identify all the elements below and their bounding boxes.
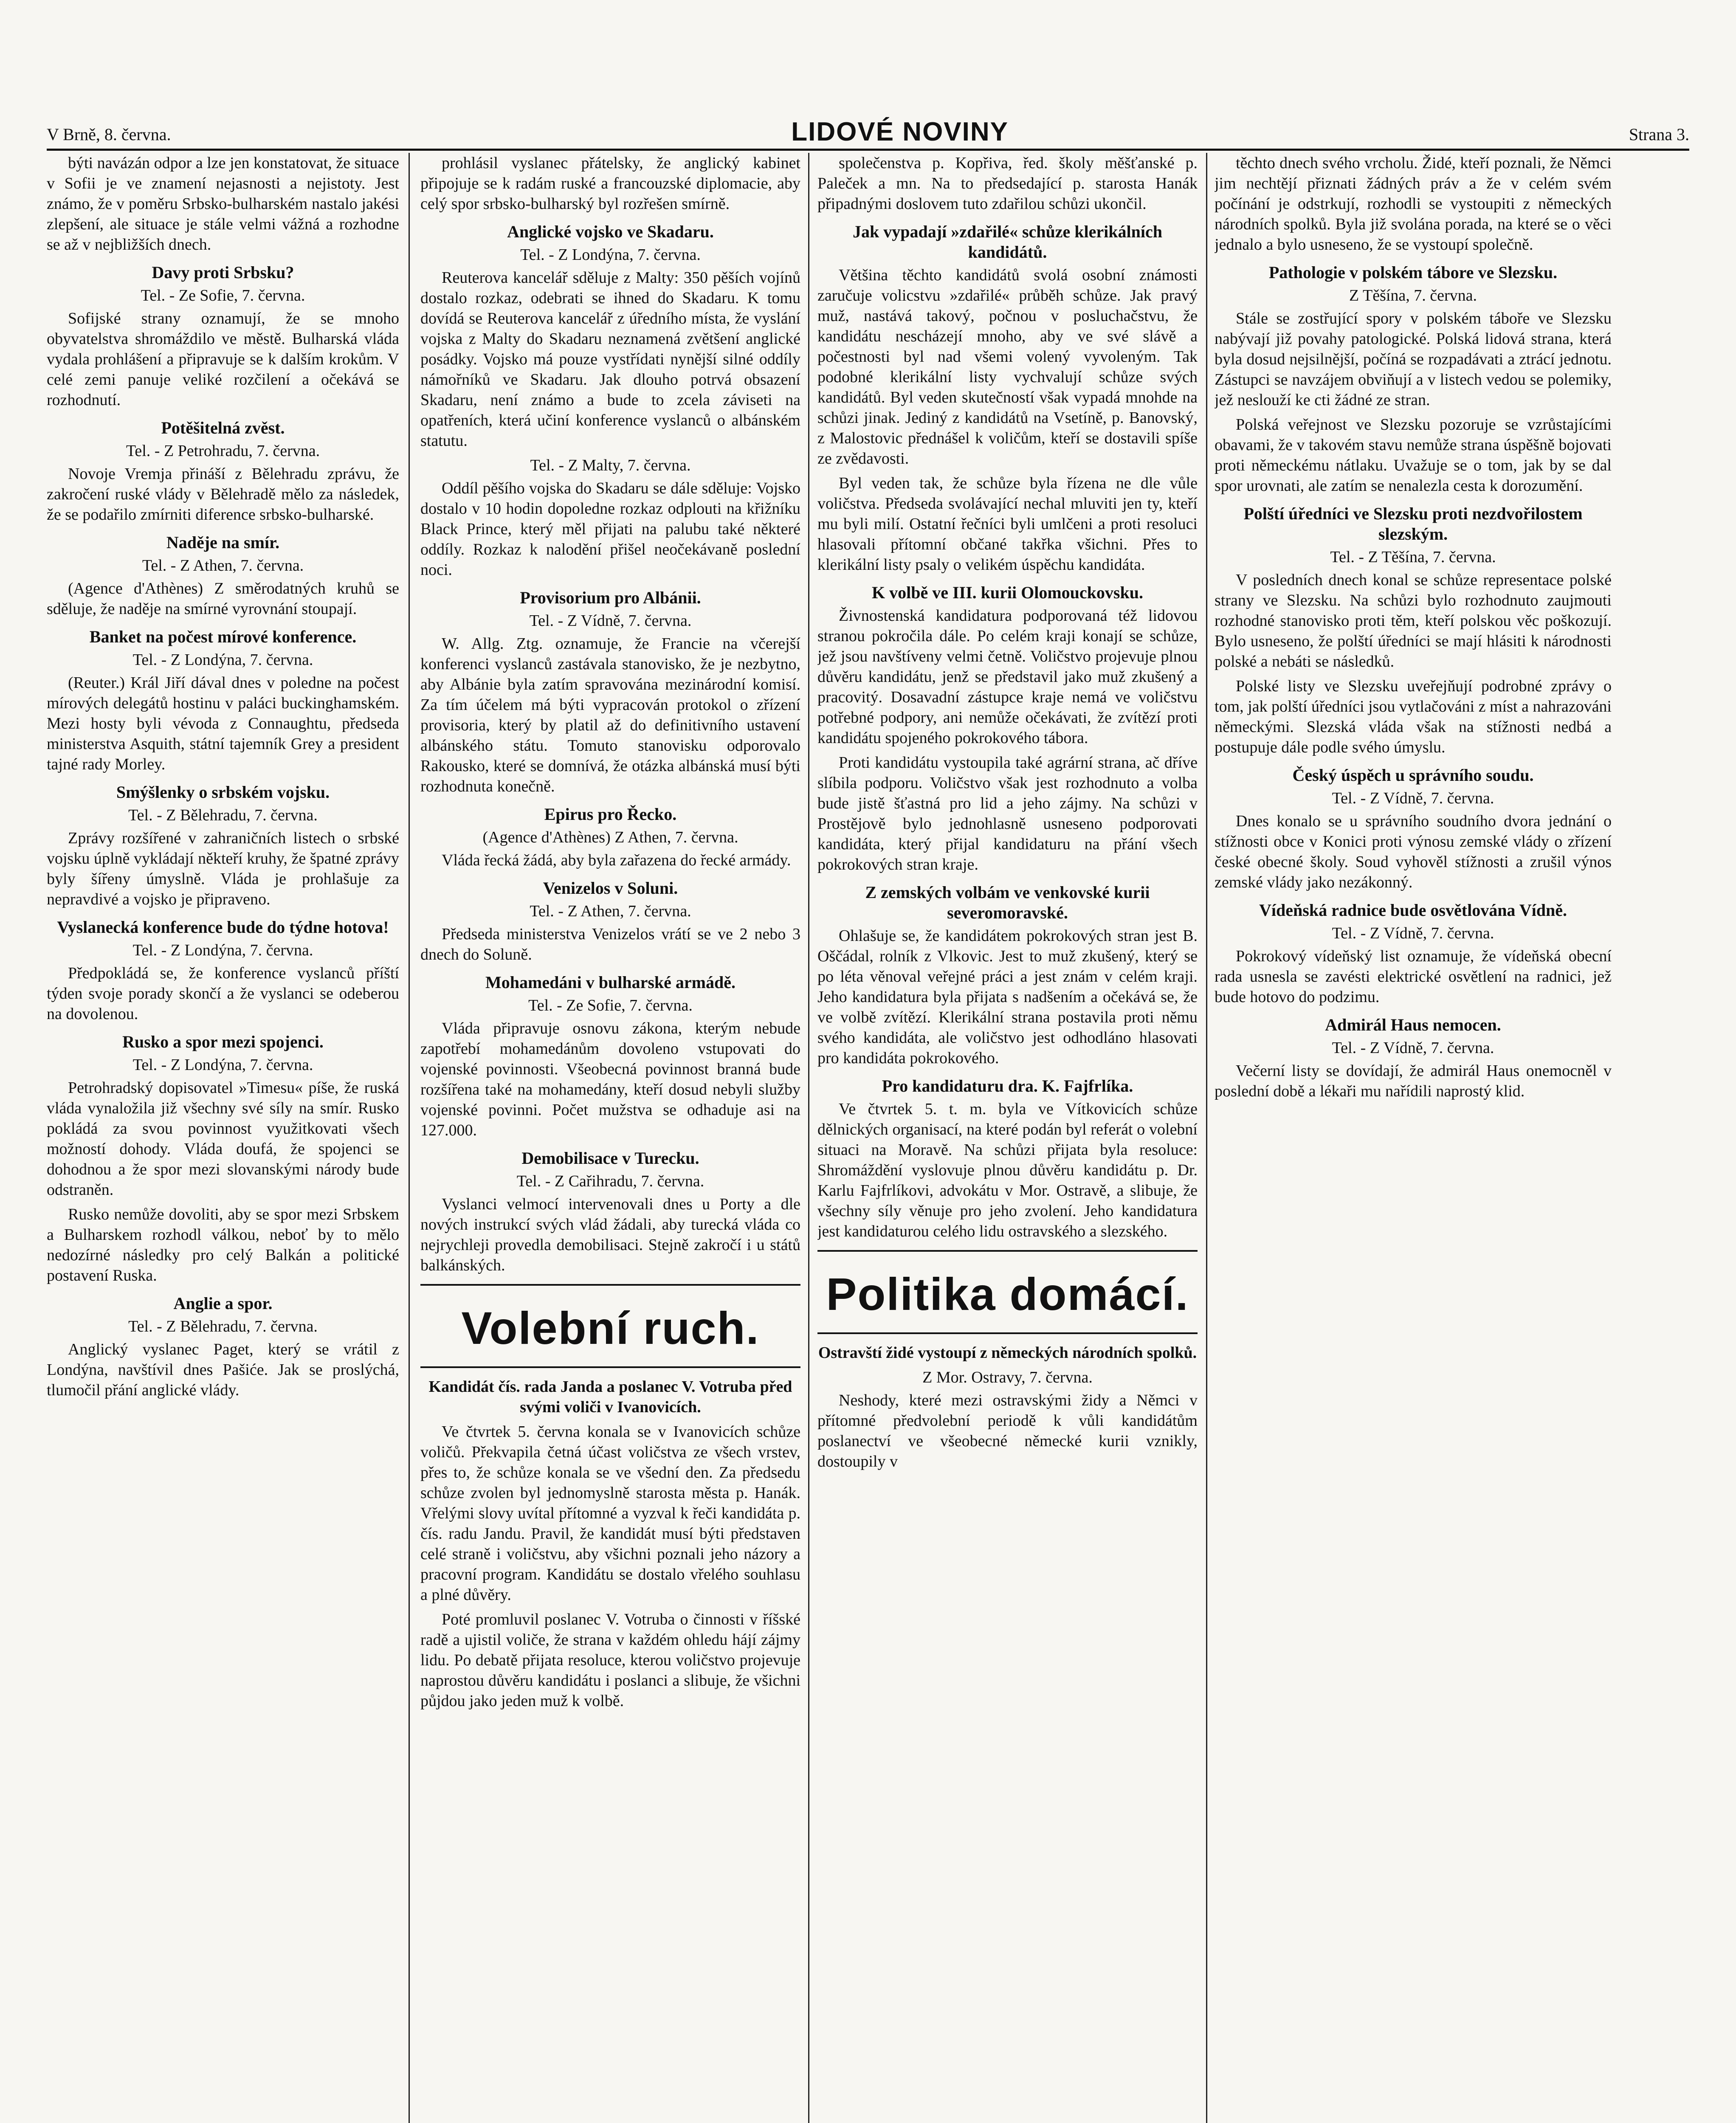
dateline: Tel. - Z Londýna, 7. června. <box>132 1056 313 1074</box>
article-headline: Potěšitelná zvěst. <box>161 418 285 437</box>
article-headline: Epirus pro Řecko. <box>544 805 677 824</box>
article-headline: Smýšlenky o srbském vojsku. <box>116 783 330 802</box>
dateline: Tel. - Z Vídně, 7. června. <box>529 612 692 630</box>
article-text: Pokrokový vídeňský list oznamuje, že vídeňská obecní rada usnesla se zavésti elektrické osvětlení na radnici, jež bude hotovo do podzimu. <box>1215 947 1612 1006</box>
article-text: Vláda připravuje osnovu zákona, kterým nebude zapotřebí mohamedánům dovoleno vstupovati do vojenské povinnosti. Všeobecná povinnost branná bude rozšířena také na mohamedány, kteří dosud nebyli služby vojenské povinni. Počet mužstva se odhaduje asi na 127.000. <box>420 1019 800 1139</box>
article-text: Anglický vyslanec Paget, který se vrátil z Londýna, navštívil dnes Pašiće. Jak se proslýchá, tlumočil přání anglické vlády. <box>47 1340 399 1399</box>
article-headline: Pathologie v polském tábore ve Slezsku. <box>1268 263 1558 282</box>
article-text: W. Allg. Ztg. oznamuje, že Francie na včerejší konferenci vyslanců zastávala stanovisko, že je nezbytno, aby Albánie byla zatím spravována mezinárodní komisí. Za tím účelem má býti vypracován protokol o zřízení provisoria, který by platil až do definitivního ustavení albánského státu. Tomuto stanovisku odporovalo Rakousko, které se domnívá, že otázka albánská musí býti rozhodnuta konečně. <box>420 635 800 795</box>
article-text: Předseda ministerstva Venizelos vrátí se ve 2 nebo 3 dnech do Soluně. <box>420 925 800 963</box>
article-text: býti navázán odpor a lze jen konstatovat, že situace v Sofii je ve znamení nejasnosti a nejistoty. Jest známo, že v poměru Srbsko-bulharském nastalo jakési zlepšení, ale situace je stále velmi vážná a rozhodne se až v nejbližších dnech. <box>47 154 399 253</box>
column-3 <box>817 153 1198 2123</box>
article-headline: Venizelos v Soluni. <box>543 878 678 898</box>
dateline: Tel. - Z Londýna, 7. června. <box>132 651 313 669</box>
article-text: těchto dnech svého vrcholu. Židé, kteří poznali, že Němci jim nechtějí přiznati žádných práv a že v celém svém počínání je odstrkují, rozhodli se vystoupiti z německých národních spolků. Byla již svolána porada, na které se o věci jednalo a bylo usneseno, že se vystoupí společně. <box>1215 154 1612 253</box>
article-text: společenstva p. Kopřiva, řed. školy měšťanské p. Paleček a mn. Na to předsedající p. starosta Hanák připadnými doslovem tuto zdařilou schůzi ukončil. <box>817 154 1198 213</box>
article-headline: Pro kandidaturu dra. K. Fajfrlíka. <box>882 1076 1133 1095</box>
article-headline: Ostravští židé vystoupí z německých národních spolků. <box>818 1344 1197 1362</box>
article-headline: Anglické vojsko ve Skadaru. <box>507 222 714 241</box>
article-headline: Kandidát čís. rada Janda a poslanec V. Votruba před svými voliči v Ivanovicích. <box>428 1378 792 1416</box>
article-headline: Polští úředníci ve Slezsku proti nezdvořilostem slezským. <box>1243 504 1583 543</box>
dateline: Tel. - Z Malty, 7. června. <box>530 456 691 474</box>
masthead <box>47 115 1689 151</box>
dateline: Tel. - Z Těšína, 7. června. <box>1330 548 1496 566</box>
page-number: Strana 3. <box>1629 125 1689 144</box>
section-title: Volební ruch. <box>461 1302 760 1354</box>
article-text: Ve čtvrtek 5. června konala se v Ivanovicích schůze voličů. Překvapila četná účast voličstva ze všech vrstev, přes to, že schůze konala se ve všední den. Za předsedu schůze zvolen byl jednomyslně starosta města p. Hanák. Vřelými slovy uvítal přítomné a vyzval k řeči kandidáta p. čís. radu Jandu. Pravil, že kandidát musí býti představen celé straně i voličstvu, aby všichni poznali jeho názory a pracovní program. Kandidátu se dostalo vřelého souhlasu a plné důvěry. <box>420 1423 800 1604</box>
article-text: Novoje Vremja přináší z Bělehradu zprávu, že zakročení ruské vlády v Bělehradě mělo za následek, že se podařilo zmírniti diference srbsko-bulharské. <box>47 465 399 524</box>
article-text: Vyslanci velmocí intervenovali dnes u Porty a dle nových instrukcí svých vlád žádali, aby turecká vláda co nejrychleji provedla demobilisaci. Stejně zakročí i u států balkánských. <box>420 1195 800 1274</box>
section-banner <box>420 1284 800 1368</box>
article-text: Byl veden tak, že schůze byla řízena ne dle vůle voličstva. Předseda svolávající nechal mluviti jen ty, kteří mu byli milí. Ostatní řečníci byli umlčeni a proti resoluci hlasovali přítomní občané takřka všichni. Přes to klerikální listy psaly o velikém úspěchu kandidáta. <box>817 474 1198 574</box>
dateline: Tel. - Z Bělehradu, 7. června. <box>128 806 318 824</box>
column-4 <box>1215 153 1612 2123</box>
article-text: Reuterova kancelář sděluje z Malty: 350 pěších vojínů dostalo rozkaz, odebrati se ihned do Skadaru. K tomu dovídá se Reuterova kancelář z úředního místa, že vyslání vojska z Malty do Skadaru neznamená zvětšení anglické posádky. Vojsko má pouze vystřídati nynější silné oddíly námořníků ve Skadaru. Jak dlouho potrvá obsazení Skadaru, není známo a bude to zcela záviseti na opatřeních, která učiní konference vyslanců o albánském statutu. <box>420 269 800 450</box>
article-text: Živnostenská kandidatura podporovaná též lidovou stranou pokročila dále. Po celém kraji konají se schůze, jež jsou navštíveny velmi četně. Voličstvo projevuje plnou důvěru kandidátu, jenž se představil jako muž zkušený a pracovitý. Dosavadní zástupce kraje nemá ve voličstvu potřebné podpory, ani nemůže očekávati, že zvítězí proti kandidátu spojeného pokrokového tábora. <box>817 607 1198 747</box>
article-headline: Vyslanecká konference bude do týdne hotova! <box>57 918 389 937</box>
dateline: Tel. - Z Vídně, 7. června. <box>1332 1039 1494 1057</box>
article-text: Petrohradský dopisovatel »Timesu« píše, že ruská vláda vynaložila již všechny své síly na smír. Rusko pokládá za svou povinnost využitkovati všech možností dohody. Vláda doufá, že spojenci se dohodnou a že spor mezi slovanskými národy bude odstraněn. <box>47 1079 399 1199</box>
dateline: Z Mor. Ostravy, 7. června. <box>922 1368 1093 1386</box>
article-text: Stále se zostřující spory v polském táboře ve Slezsku nabývají již povahy patologické. Polská lidová strana, která byla dosud nejsilnější, počíná se rozpadávati a ztrácí jednotu. Zástupci se navzájem obviňují a v listech vedou se polemiky, jež neslouží ke cti žádné ze stran. <box>1215 310 1612 409</box>
article-headline: Davy proti Srbsku? <box>152 263 294 282</box>
article-text: Ve čtvrtek 5. t. m. byla ve Vítkovicích schůze dělnických organisací, na které podán byl referát o volební situaci na Moravě. Na schůzi přijata byla resoluce: Shromáždění vyslovuje plnou důvěru kandidátu p. Dr. Karlu Fajfrlíkovi, advokátu v Mor. Ostravě, a slibuje, že všechny síly věnuje pro jeho zvolení. Jeho kandidatura jest kandidaturou celého lidu ostravského a slezského. <box>817 1100 1198 1240</box>
section-title: Politika domácí. <box>826 1268 1189 1320</box>
column-divider <box>409 153 410 2123</box>
dateline: Tel. - Z Athen, 7. června. <box>142 557 304 574</box>
article-text: Vláda řecká žádá, aby byla zařazena do řecké armády. <box>442 851 791 869</box>
dateline: Z Těšína, 7. června. <box>1349 287 1477 304</box>
dateline: Tel. - Z Londýna, 7. června. <box>520 246 701 264</box>
article-text: Polská veřejnost ve Slezsku pozoruje se vzrůstajícími obavami, že v takovém stavu nemůže strana úspěšně bojovati proti německému nátlaku. Uvažuje se o tom, jak by se dal spor urovnati, ale zatím se nenalezla cesta k dorozumění. <box>1215 416 1612 495</box>
article-headline: Anglie a spor. <box>173 1294 273 1313</box>
article-text: Neshody, které mezi ostravskými židy a Němci v přítomné předvolební periodě k vůli kandidátům poslanectví ve všeobecné německé kurii vznikly, dostoupily v <box>817 1391 1198 1470</box>
article-headline: Naděje na smír. <box>166 533 280 552</box>
column-divider <box>1206 153 1207 2123</box>
article-text: prohlásil vyslanec přátelsky, že anglický kabinet připojuje se k radám ruské a francouzské diplomacie, aby celý spor srbsko-bulharský byl rozřešen smírně. <box>420 154 800 213</box>
article-headline: Provisorium pro Albánii. <box>520 588 701 607</box>
article-headline: Rusko a spor mezi spojenci. <box>122 1032 324 1051</box>
article-headline: Vídeňská radnice bude osvětlována Vídně. <box>1259 901 1567 920</box>
newspaper-title: LIDOVÉ NOVINY <box>791 117 1009 146</box>
article-text: Zprávy rozšířené v zahraničních listech o srbské vojsku úplně vykládají někteří kruhy, že špatné zprávy byly šířeny úmyslně. Vláda je prohlašuje za nepravdivé a vojsko je připraveno. <box>47 829 399 908</box>
article-text: Večerní listy se dovídají, že admirál Haus onemocněl v poslední době a lékaři mu nařídili naprostý klid. <box>1215 1062 1612 1100</box>
dateline: Tel. - Z Londýna, 7. června. <box>132 941 313 959</box>
dateline: Tel. - Z Petrohradu, 7. června. <box>126 442 320 460</box>
article-text: (Agence d'Athènes) Z směrodatných kruhů se sděluje, že naděje na smírné vyrovnání stoupají. <box>47 580 399 618</box>
article-text: V posledních dnech konal se schůze representace polské strany ve Slezsku. Na schůzi bylo rozhodnuto zaujmouti rozhodné stanovisko proti těm, kteří polskou věc poškozují. Bylo usneseno, že polští úředníci se mají hlásiti k národnosti polské a nebáti se následků. <box>1215 571 1612 670</box>
article-text: Ohlašuje se, že kandidátem pokrokových stran jest B. Oščádal, rolník z Vlkovic. Jest to muž zkušený, který se po léta věnoval veřejné práci a jest znám v celém kraji. Jeho kandidatura byla přijata s nadšením a očekává se, že ve volbě zvítězí. Klerikální strana postavila proti němu svého kandidáta, ale voličstvo jest odhodláno hlasovati pro kandidáta pokrokového. <box>817 927 1198 1067</box>
article-headline: Jak vypadají »zdařilé« schůze klerikálních kandidátů. <box>853 222 1162 262</box>
article-text: Proti kandidátu vystoupila také agrární strana, ač dříve slíbila podporu. Voličstvo však jest rozhodnuto a volba bude jistě šťastná pro lid a jeho zájmy. Na schůzi v Prostějově bylo jednohlasně usneseno podporovati kandidáta, který přijal kandidaturu na přání všech pokrokových stran kraje. <box>817 754 1198 873</box>
issue-date: V Brně, 8. června. <box>47 125 171 144</box>
dateline: (Agence d'Athènes) Z Athen, 7. června. <box>482 828 738 846</box>
dateline: Tel. - Ze Sofie, 7. června. <box>528 997 693 1014</box>
dateline: Tel. - Z Bělehradu, 7. června. <box>128 1318 318 1335</box>
column-divider <box>808 153 809 2123</box>
article-text: Sofijské strany oznamují, že se mnoho obyvatelstva shromáždilo ve městě. Bulharská vláda vydala prohlášení a připravuje se k dalším krokům. V celé zemi panuje veliké rozčilení a očekává se rozhodnutí. <box>47 310 399 409</box>
dateline: Tel. - Z Cařihradu, 7. června. <box>516 1172 705 1190</box>
article-text: Předpokládá se, že konference vyslanců příští týden svoje porady skončí a že vyslanci se odeberou na dovolenou. <box>47 964 399 1023</box>
section-banner <box>817 1250 1198 1334</box>
dateline: Tel. - Z Athen, 7. června. <box>530 902 691 920</box>
column-1 <box>47 153 399 2123</box>
dateline: Tel. - Ze Sofie, 7. června. <box>141 287 305 304</box>
article-headline: Mohamedáni v bulharské armádě. <box>485 973 736 992</box>
article-text: Dnes konalo se u správního soudního dvora jednání o stížnosti obce v Konici proti výnosu zemské vlády o zřízení české obecné školy. Soud vyhověl stížnosti a zrušil výnos zemské vlády jako nezákonný. <box>1215 812 1612 891</box>
article-headline: Demobilisace v Turecku. <box>521 1149 699 1168</box>
dateline: Tel. - Z Vídně, 7. června. <box>1332 789 1494 807</box>
article-headline: Admirál Haus nemocen. <box>1325 1015 1501 1034</box>
article-text: Většina těchto kandidátů svolá osobní známosti zaručuje volicstvu »zdařilé« průběh schůze. Jak pravý muž, nastává takový, počnou v posluchačstvu, že kandidátu nescházejí mnoho, aby ve své slávě a počestnosti byl nad všemi volený vyvoleným. Tak podobné klerikální listy vychvalují schůze svých kandidátů. Byl veden skutečností však vypadá mnohde na schůzi jinak. Jediný z kandidátů na Vsetíně, p. Banovský, z Malostovic přednášel k voličům, kteří se dostavili spíše ze zvědavosti. <box>817 266 1198 467</box>
article-text: Rusko nemůže dovoliti, aby se spor mezi Srbskem a Bulharskem rozhodl válkou, neboť by to mělo nedozírné následky pro celý Balkán a politické postavení Ruska. <box>47 1205 399 1284</box>
dateline: Tel. - Z Vídně, 7. června. <box>1332 924 1494 942</box>
article-text: Polské listy ve Slezsku uveřejňují podrobné zprávy o tom, jak polští úředníci jsou vytlačováni z míst a nahrazováni německými. Slezská vláda však na stížnosti nedbá a postupuje dále podle svého úmyslu. <box>1215 677 1612 756</box>
article-headline: Český úspěch u správního soudu. <box>1292 766 1534 785</box>
article-text: Oddíl pěšího vojska do Skadaru se dále sděluje: Vojsko dostalo v 10 hodin dopoledne rozkaz odplouti na křižníku Black Prince, který měl přijati na palubu také některé oddíly. Rozkaz k nalodění přišel neočekávaně poslední noci. <box>420 479 800 579</box>
article-headline: Banket na počest mírové konference. <box>89 627 357 646</box>
article-text: Poté promluvil poslanec V. Votruba o činnosti v říšské radě a ujistil voliče, že strana v každém ohledu hájí zájmy lidu. Po debatě přijata resoluce, kterou voličstvo projevuje naprostou důvěru kandidátu i poslanci a slibuje, že všichni půjdou jako jeden muž k volbě. <box>420 1611 800 1710</box>
article-headline: Z zemských volbám ve venkovské kurii severomoravské. <box>865 883 1150 922</box>
article-headline: K volbě ve III. kurii Olomouckovsku. <box>871 583 1143 602</box>
column-2 <box>420 153 800 2123</box>
article-text: (Reuter.) Král Jiří dával dnes v poledne na počest mírových delegátů hostinu v paláci buckinghamském. Mezi hosty byli vévoda z Connaughtu, předseda ministerstva Asquith, státní tajemník Grey a president tajné rady Morley. <box>47 674 399 773</box>
